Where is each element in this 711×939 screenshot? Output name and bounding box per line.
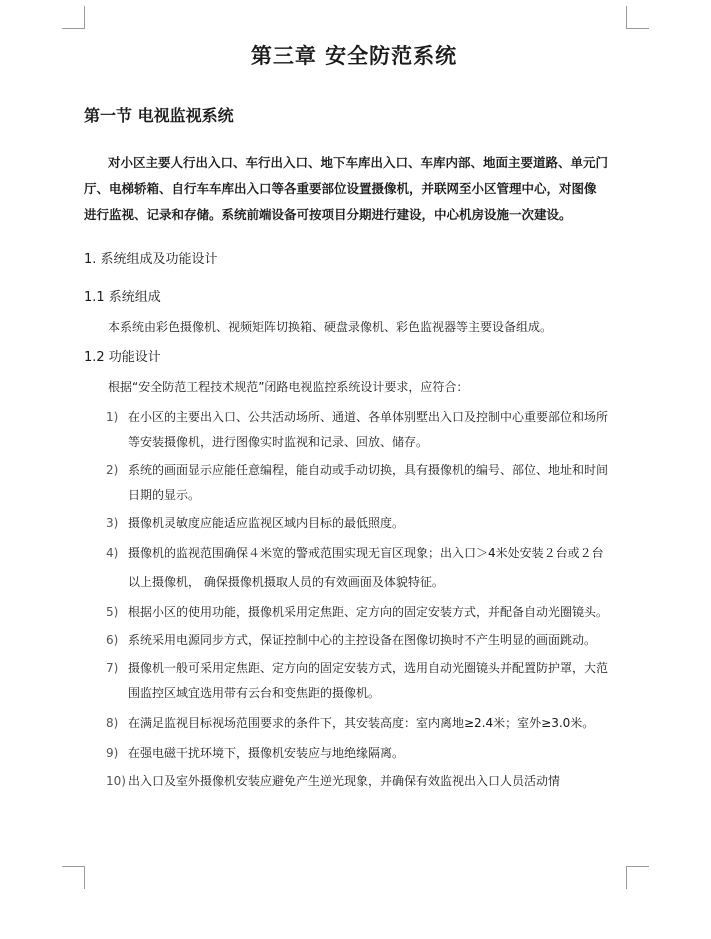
heading-1: 1. 系统组成及功能设计 [84,252,218,267]
list-item-text: 在满足监视目标视场范围要求的条件下，其安装高度：室内离地≥2.4米；室外≥3.0米。 [128,716,595,730]
list-item [84,405,608,455]
section-title: 第一节 电视监视系统 [84,106,234,125]
list-item-text: 在强电磁干扰环境下，摄像机安装应与地绝缘隔离。 [128,746,405,760]
list-item-text: 摄像机的监视范围确保４米宽的警戒范围实现无盲区现象；出入口＞4米处安装２台或２台以上摄像机， 确保摄像机摄取人员的有效画面及体貌特征。 [128,546,604,589]
list-item [84,656,608,706]
list-item-number: 2) [106,463,119,477]
list-item-number: 3) [106,516,119,530]
corner-mark-bottom-right [626,866,649,889]
chapter-title: 第三章 安全防范系统 [250,44,458,68]
corner-mark-bottom-left [62,866,85,889]
list-item [84,458,608,508]
list-item [84,628,608,653]
list-item-text: 系统采用电源同步方式，保证控制中心的主控设备在图像切换时不产生明显的画面跳动。 [128,633,597,647]
heading-1-1: 1.1 系统组成 [84,290,161,305]
list-item-number: 10) [106,774,126,788]
list-item [84,741,608,766]
intro-paragraph: 对小区主要人行出入口、车行出入口、地下车库出入口、车库内部、地面主要道路、单元门厅、电梯轿箱、自行车车库出入口等各重要部位设置摄像机，并联网至小区管理中心，对图像进行监视、记录和存储。系统前端设备可按项目分期进行建设，中心机房设施一次建设。 [84,155,609,222]
list-item [84,600,608,625]
list-item [84,511,608,536]
requirements-list [84,405,608,794]
list-item-text: 根据小区的使用功能，摄像机采用定焦距、定方向的固定安装方式，并配备自动光圈镜头。 [128,605,609,619]
list-item [84,539,608,597]
corner-mark-top-right [626,6,649,29]
list-item-text: 摄像机灵敏度应能适应监视区域内目标的最低照度。 [128,516,405,530]
list-item-number: 5) [106,605,119,619]
list-item-number: 6) [106,633,119,647]
list-item [84,769,608,794]
paragraph-1-2: 根据“安全防范工程技术规范”闭路电视监控系统设计要求，应符合： [108,380,469,394]
list-item [84,709,608,738]
heading-1-2: 1.2 功能设计 [84,350,161,365]
list-item-text: 在小区的主要出入口、公共活动场所、通道、各单体别墅出入口及控制中心重要部位和场所等安装摄像机，进行图像实时监视和记录、回放、储存。 [128,410,609,449]
list-item-number: 1) [106,410,119,424]
list-item-text: 摄像机一般可采用定焦距、定方向的固定安装方式，选用自动光圈镜头并配置防护罩，大范围监控区域宜选用带有云台和变焦距的摄像机。 [128,661,609,700]
list-item-number: 8) [106,716,119,730]
paragraph-1-1: 本系统由彩色摄像机、视频矩阵切换箱、硬盘录像机、彩色监视器等主要设备组成。 [108,320,553,334]
list-item-number: 9) [106,746,119,760]
list-item-number: 7) [106,661,119,675]
list-item-text: 系统的画面显示应能任意编程，能自动或手动切换，具有摄像机的编号、部位、地址和时间日期的显示。 [128,463,609,502]
corner-mark-top-left [62,6,85,29]
list-item-number: 4) [106,546,119,560]
list-item-text: 出入口及室外摄像机安装应避免产生逆光现象，并确保有效监视出入口人员活动情 [128,774,561,788]
